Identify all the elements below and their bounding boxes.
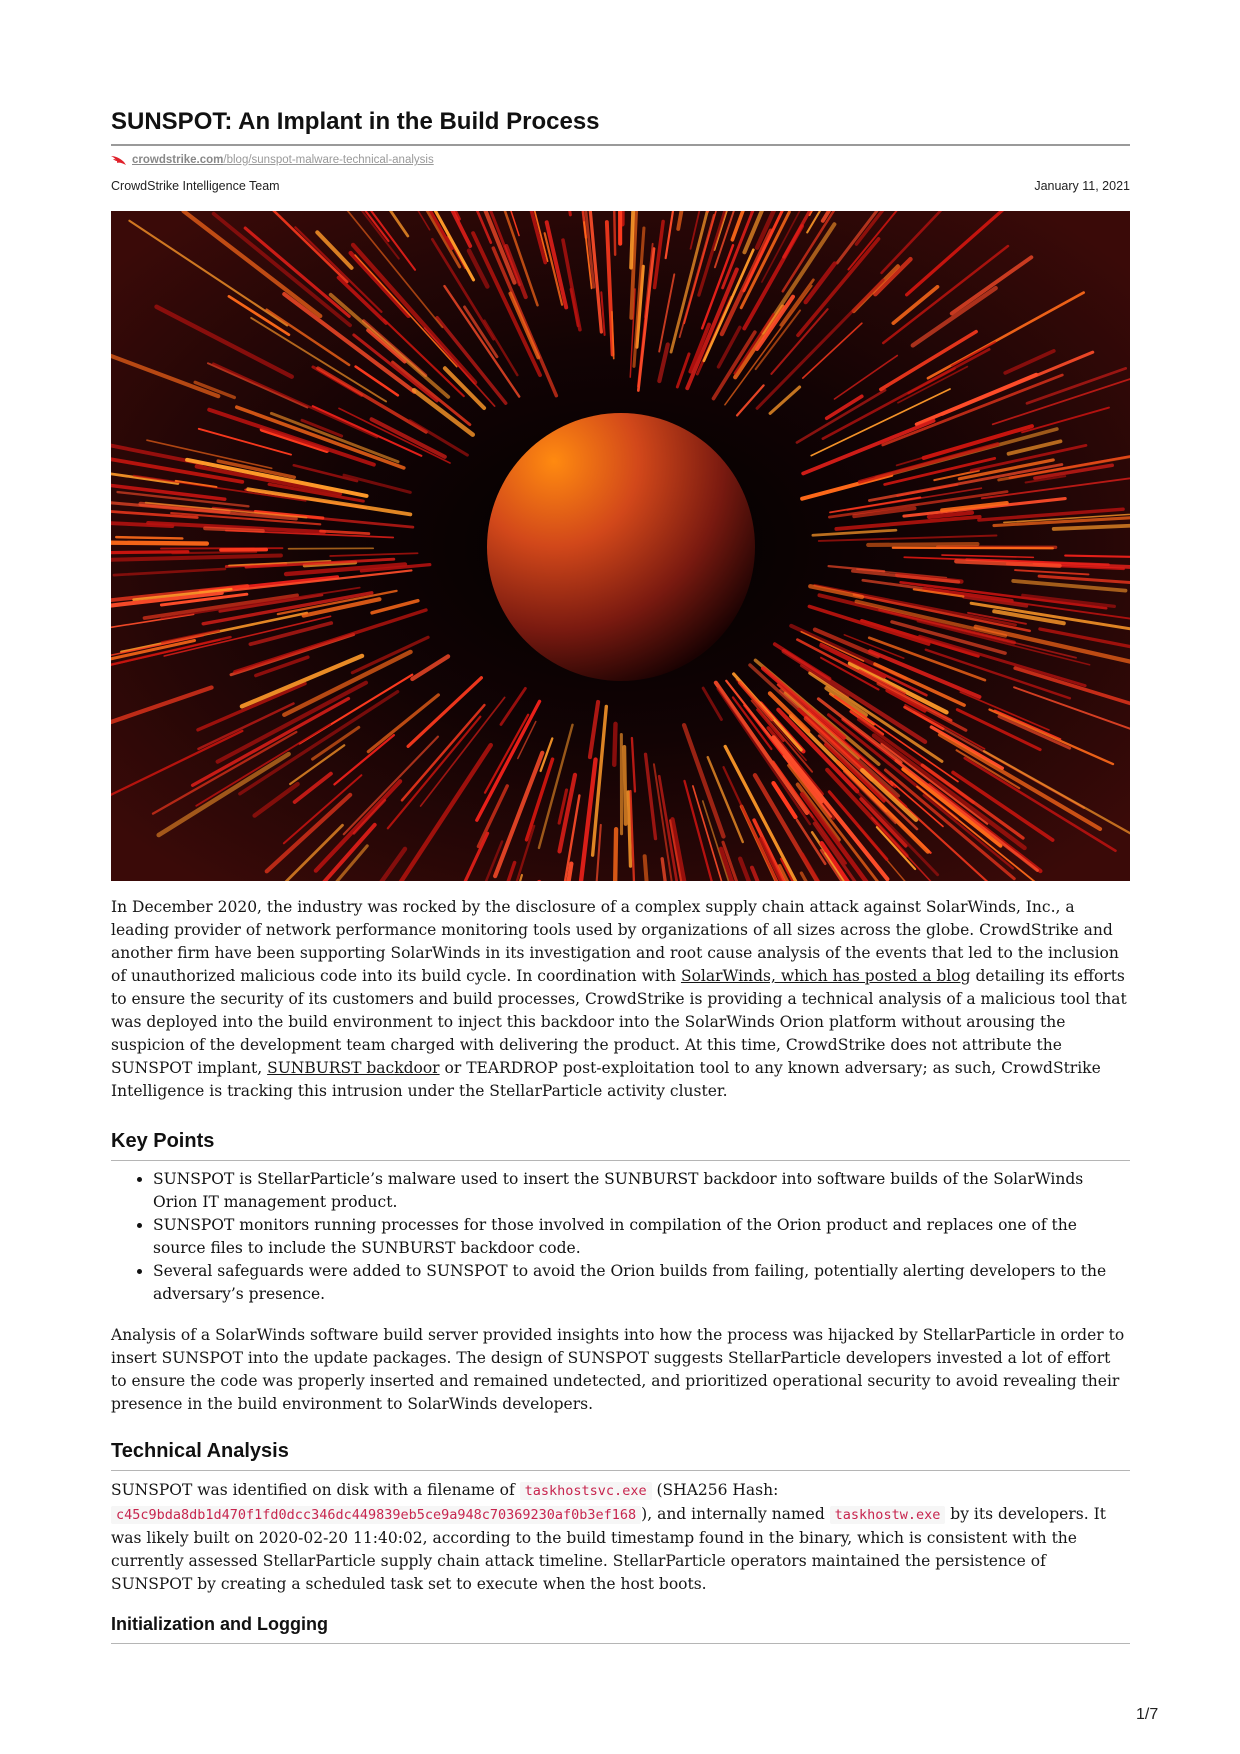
crowdstrike-falcon-icon	[111, 155, 126, 166]
list-item: • SUNSPOT monitors running processes for those involved in compilation of the Orion product and replaces one of the source files to include the SUNBURST backdoor code.	[153, 1214, 1130, 1260]
key-points-heading: Key Points	[111, 1130, 215, 1152]
author: CrowdStrike Intelligence Team	[111, 179, 280, 193]
key-points-divider	[111, 1160, 1130, 1161]
source-domain[interactable]: crowdstrike.com	[132, 154, 224, 166]
page-number: 1/7	[1136, 1706, 1159, 1723]
article-title: SUNSPOT: An Implant in the Build Process	[111, 108, 600, 135]
article-meta	[111, 176, 1130, 196]
title-divider	[111, 144, 1130, 146]
internal-name-code: taskhostw.exe	[830, 1506, 946, 1524]
source-link[interactable]	[111, 150, 434, 170]
hero-image	[111, 211, 1130, 881]
light-ray	[111, 552, 188, 554]
light-ray	[624, 747, 625, 824]
technical-analysis-heading: Technical Analysis	[111, 1440, 289, 1462]
solarwinds-blog-link[interactable]: SolarWinds, which has posted a blog	[680, 967, 971, 985]
initialization-heading: Initialization and Logging	[111, 1614, 328, 1634]
list-item: • Several safeguards were added to SUNSPOT to avoid the Orion builds from failing, potentially alerting developers to the adversary’s presence.	[153, 1260, 1130, 1306]
publish-date: January 11, 2021	[1034, 179, 1130, 193]
sunburst-backdoor-link[interactable]: SUNBURST backdoor	[267, 1059, 440, 1077]
intro-paragraph: In December 2020, the industry was rocked by the disclosure of a complex supply chain attack against SolarWinds, Inc., a leading provider of network performance monitoring tools used by organizations of all sizes across the globe. CrowdStrike and another firm have been supporting SolarWinds in its investigation and root cause analysis of the events that led to the inclusion of unauthorized malicious code into its build cycle. In coordination with SolarWinds, which has posted a blog detailing its efforts to ensure the security of its customers and build processes, CrowdStrike is providing a technical analysis of a malicious tool that was deployed into the build environment to inject this backdoor into the SolarWinds Orion platform without arousing the suspicion of the development team charged with delivering the product. At this time, CrowdStrike does not attribute the SUNSPOT implant, SUNBURST backdoor or TEARDROP post-exploitation tool to any known adversary; as such, CrowdStrike Intelligence is tracking this intrusion under the StellarParticle activity cluster.	[111, 898, 1127, 1100]
initialization-divider	[111, 1643, 1130, 1644]
source-path[interactable]: /blog/sunspot-malware-technical-analysis	[223, 154, 434, 166]
sha256-code: c45c9bda8db1d470f1fd0dcc346dc449839eb5ce9a948c70369230af0b3ef168	[111, 1506, 641, 1524]
analysis-paragraph: Analysis of a SolarWinds software build server provided insights into how the process was hijacked by StellarParticle in order to insert SUNSPOT into the update packages. The design of SUNSPOT suggests StellarParticle developers invested a lot of effort to ensure the code was properly inserted and remained undetected, and prioritized operational security to avoid revealing their presence in the build environment to SolarWinds developers.	[111, 1326, 1125, 1413]
list-item: • SUNSPOT is StellarParticle’s malware used to insert the SUNBURST backdoor into software builds of the SolarWinds Orion IT management product.	[153, 1168, 1130, 1214]
key-points-list	[111, 1168, 1130, 1306]
filename-code: taskhostsvc.exe	[520, 1482, 652, 1500]
light-ray	[614, 724, 615, 765]
orange-sphere	[487, 413, 755, 681]
light-ray	[868, 544, 977, 545]
light-ray	[116, 537, 182, 538]
light-ray	[111, 542, 207, 544]
light-ray	[205, 528, 263, 531]
technical-analysis-divider	[111, 1470, 1130, 1471]
technical-paragraph: SUNSPOT was identified on disk with a filename of taskhostsvc.exe (SHA256 Hash: c45c9bda8db1d470f1fd0dcc346dc449839eb5ce9a948c70369230af0b3ef168 ), and internally named taskhostw.exe by its developers. It was likely built on 2020-02-20 11:40:02, according to the build timestamp found in the binary, which is consistent with the currently assessed StellarParticle supply chain attack timeline. StellarParticle operators maintained the persistence of SUNSPOT by creating a scheduled task set to execute when the host boots.	[111, 1481, 1106, 1593]
